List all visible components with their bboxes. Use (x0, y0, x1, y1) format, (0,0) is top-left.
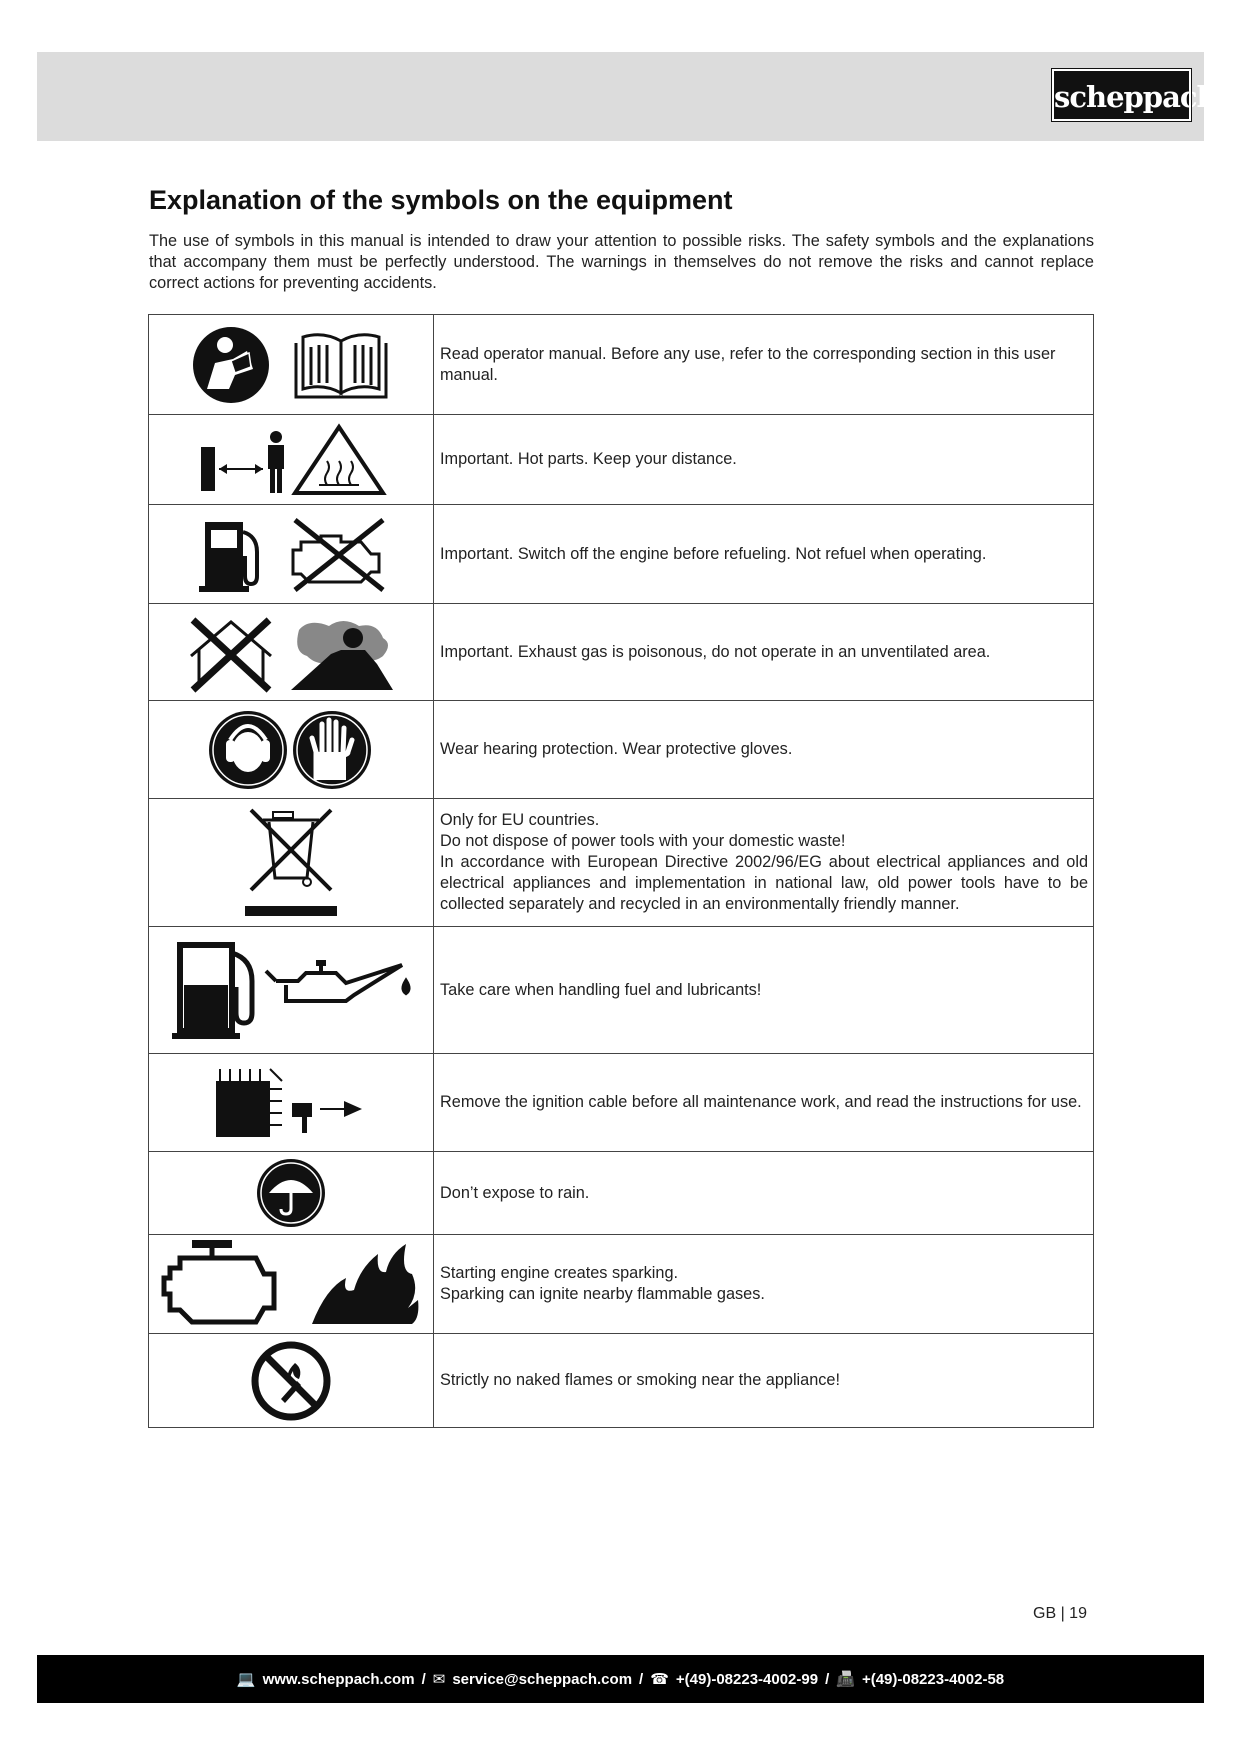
description-line: Read operator manual. Before any use, refer to the corresponding section in this user manual. (440, 344, 1056, 384)
table-row (149, 799, 1094, 927)
symbol-icons (149, 415, 434, 505)
description-line: Don’t expose to rain. (440, 1183, 590, 1202)
read-manual-icon (193, 327, 269, 403)
oil-can-icon (266, 963, 409, 1001)
fuel-pump-icon (199, 522, 257, 592)
table-row (149, 1334, 1094, 1428)
engine-crossed-icon (293, 520, 383, 590)
description-line: In accordance with European Directive 2002/96/EG about electrical appliances and old electrical appliances and implementation in national law, old power tools have to be collected separately and recycled in an environmentally friendly manner. (440, 853, 1088, 913)
description-line: Only for EU countries. (440, 811, 600, 829)
fuel-pump-icon (172, 945, 252, 1039)
symbol-icons (149, 1235, 434, 1334)
exhaust-gas-icon (291, 621, 393, 690)
page-title: Explanation of the symbols on the equipment (149, 185, 733, 215)
description-line: Important. Switch off the engine before refueling. Not refuel when operating. (440, 544, 987, 563)
table-row (149, 701, 1094, 799)
table-row (149, 927, 1094, 1054)
symbol-description (434, 701, 1094, 799)
hearing-protection-icon (209, 711, 287, 789)
table-row (149, 505, 1094, 604)
table-row (149, 1235, 1094, 1334)
hot-surface-warning-icon (295, 427, 383, 493)
symbol-description (434, 1334, 1094, 1428)
fire-icon (312, 1244, 418, 1324)
symbol-icons (149, 604, 434, 701)
symbol-icons (149, 1152, 434, 1235)
symbol-icons (149, 701, 434, 799)
footer-phone: +(49)-08223-4002-99 (675, 1670, 819, 1688)
symbol-description (434, 604, 1094, 701)
symbol-icons (149, 799, 434, 927)
description-line: Starting engine creates sparking. (440, 1264, 679, 1282)
umbrella-rain-icon (257, 1159, 325, 1227)
symbol-description (434, 1054, 1094, 1152)
footer-separator: / (421, 1670, 426, 1688)
symbol-description (434, 505, 1094, 604)
scheppach-logo: scheppach (1052, 69, 1191, 121)
no-open-flame-icon (255, 1345, 327, 1417)
intro-paragraph: The use of symbols in this manual is intended to draw your attention to possible risks. The safety symbols and the explanations that accompany them must be perfectly understood. The warnings in themselves do not remove the risks and cannot replace correct actions for preventing accidents. (149, 232, 1094, 292)
engine-icon (164, 1244, 274, 1322)
symbol-icons (149, 1334, 434, 1428)
symbols-table (148, 314, 1094, 1428)
footer-separator: / (639, 1670, 644, 1688)
weee-crossed-bin-icon (245, 810, 337, 916)
description-line: Strictly no naked flames or smoking near the appliance! (440, 1371, 841, 1389)
description-line: Sparking can ignite nearby flammable gases. (440, 1285, 765, 1303)
table-row (149, 315, 1094, 415)
description-line: Remove the ignition cable before all maintenance work, and read the instructions for use. (440, 1093, 1082, 1111)
keep-distance-icon (201, 431, 284, 493)
footer-fax: +(49)-08223-4002-58 (861, 1670, 1005, 1688)
symbol-description (434, 315, 1094, 415)
house-crossed-icon (191, 620, 271, 690)
phone-icon: ☎ (650, 1671, 669, 1688)
footer-website[interactable]: www.scheppach.com (262, 1670, 415, 1688)
fax-icon: 📠 (836, 1671, 855, 1688)
page-number: GB | 19 (1033, 1605, 1087, 1622)
table-row (149, 415, 1094, 505)
table-row (149, 1152, 1094, 1235)
footer-separator: / (825, 1670, 830, 1688)
footer-email[interactable]: service@scheppach.com (452, 1670, 633, 1688)
ignition-cable-icon (216, 1069, 362, 1137)
table-row (149, 1054, 1094, 1152)
table-row (149, 604, 1094, 701)
symbol-icons (149, 315, 434, 415)
description-line: Do not dispose of power tools with your domestic waste! (440, 832, 846, 850)
symbol-description (434, 927, 1094, 1054)
email-icon: ✉ (432, 1671, 446, 1688)
computer-icon: 💻 (236, 1671, 256, 1688)
symbol-icons (149, 505, 434, 604)
description-line: Important. Exhaust gas is poisonous, do not operate in an unventilated area. (440, 642, 991, 661)
description-line: Take care when handling fuel and lubricants! (440, 980, 762, 999)
protective-gloves-icon (293, 711, 371, 789)
book-icon (296, 334, 386, 396)
description-line: Wear hearing protection. Wear protective gloves. (440, 740, 793, 758)
symbol-description (434, 1235, 1094, 1334)
symbol-icons (149, 1054, 434, 1152)
header-band (37, 52, 1204, 141)
symbol-description (434, 1152, 1094, 1235)
description-line: Important. Hot parts. Keep your distance. (440, 450, 737, 468)
symbol-description (434, 415, 1094, 505)
footer-contact-bar (37, 1655, 1204, 1703)
symbol-icons (149, 927, 434, 1054)
symbol-description (434, 799, 1094, 927)
